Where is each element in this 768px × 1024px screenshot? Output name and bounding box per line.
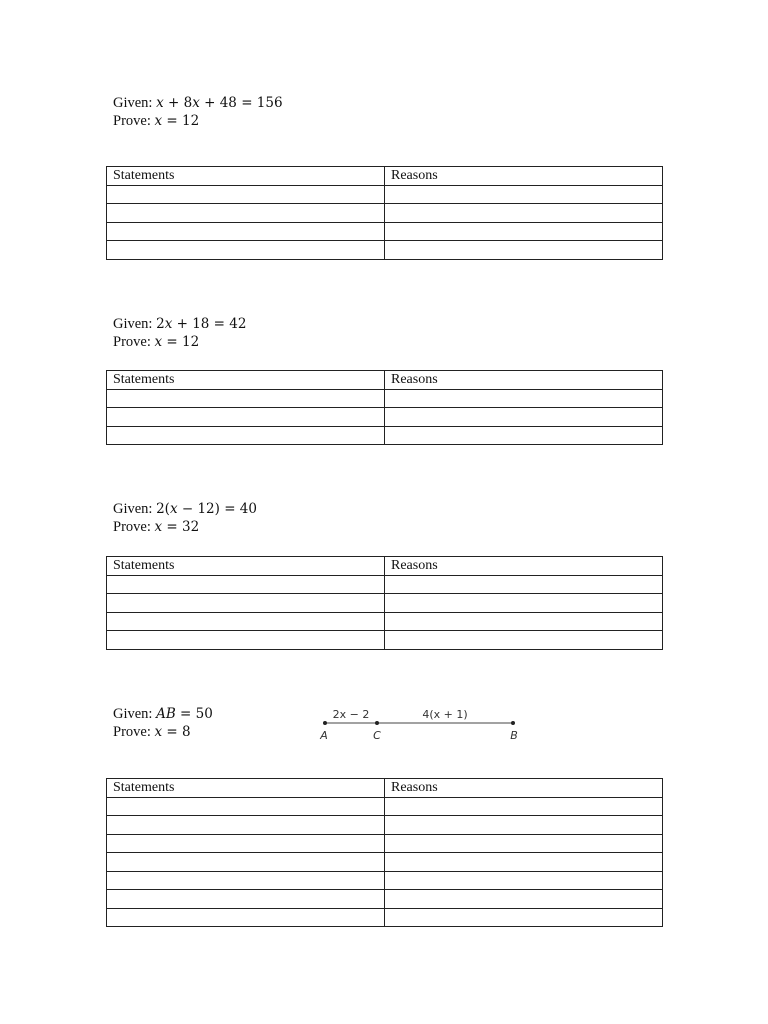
table-row — [107, 575, 663, 594]
table-row — [107, 612, 663, 631]
given-label: Given: — [113, 501, 157, 517]
given-label: Given: — [113, 706, 157, 722]
table-row — [107, 853, 663, 872]
given-line — [113, 705, 213, 723]
reason-cell[interactable] — [385, 853, 663, 872]
point-a-dot — [323, 721, 327, 725]
reason-cell[interactable] — [385, 816, 663, 835]
statements-header: Statements — [107, 557, 385, 576]
statement-cell[interactable] — [107, 389, 385, 408]
given-expression: 2(x − 12) = 40 — [156, 501, 257, 517]
prove-line — [113, 333, 246, 351]
problem-4-statement — [113, 705, 213, 741]
problem-1-statement — [113, 94, 283, 130]
header-row — [107, 371, 663, 390]
prove-expression: x = 8 — [154, 724, 191, 740]
reason-cell[interactable] — [385, 612, 663, 631]
statement-cell[interactable] — [107, 631, 385, 650]
reason-cell[interactable] — [385, 204, 663, 223]
header-row — [107, 557, 663, 576]
header-row — [107, 779, 663, 798]
table-row — [107, 816, 663, 835]
reason-cell[interactable] — [385, 631, 663, 650]
table-row — [107, 871, 663, 890]
statements-header: Statements — [107, 371, 385, 390]
table-row — [107, 631, 663, 650]
statement-cell[interactable] — [107, 408, 385, 427]
statement-cell[interactable] — [107, 222, 385, 241]
statements-header: Statements — [107, 167, 385, 186]
point-a-label: A — [320, 729, 328, 742]
table-row — [107, 834, 663, 853]
statement-cell[interactable] — [107, 871, 385, 890]
reason-cell[interactable] — [385, 426, 663, 445]
reason-cell[interactable] — [385, 408, 663, 427]
prove-label: Prove: — [113, 724, 155, 740]
reason-cell[interactable] — [385, 185, 663, 204]
statement-cell[interactable] — [107, 241, 385, 260]
table-row — [107, 594, 663, 613]
table-row — [107, 797, 663, 816]
prove-expression: x = 12 — [154, 113, 200, 129]
reason-cell[interactable] — [385, 594, 663, 613]
table-row — [107, 908, 663, 927]
point-b-label: B — [510, 729, 518, 742]
given-label: Given: — [113, 316, 157, 332]
statements-header: Statements — [107, 779, 385, 798]
reason-cell[interactable] — [385, 890, 663, 909]
table-row — [107, 185, 663, 204]
statement-cell[interactable] — [107, 185, 385, 204]
table-row — [107, 389, 663, 408]
given-expression: x + 8x + 48 = 156 — [156, 95, 283, 111]
reason-cell[interactable] — [385, 222, 663, 241]
reason-cell[interactable] — [385, 834, 663, 853]
statement-cell[interactable] — [107, 908, 385, 927]
reason-cell[interactable] — [385, 797, 663, 816]
length-cb-label: 4(x + 1) — [422, 708, 468, 721]
prove-line — [113, 112, 283, 130]
reason-cell[interactable] — [385, 871, 663, 890]
given-line — [113, 94, 283, 112]
table-row — [107, 204, 663, 223]
reasons-header: Reasons — [385, 371, 663, 390]
statement-cell[interactable] — [107, 594, 385, 613]
given-line — [113, 500, 257, 518]
prove-line — [113, 723, 213, 741]
problem-2-statement — [113, 315, 246, 351]
given-line — [113, 315, 246, 333]
given-label: Given: — [113, 95, 157, 111]
proof-table-4 — [106, 778, 663, 927]
point-c-dot — [375, 721, 379, 725]
prove-label: Prove: — [113, 113, 155, 129]
statement-cell[interactable] — [107, 204, 385, 223]
reason-cell[interactable] — [385, 389, 663, 408]
table-row — [107, 426, 663, 445]
statement-cell[interactable] — [107, 853, 385, 872]
segment-svg — [318, 700, 528, 748]
table-row — [107, 890, 663, 909]
prove-line — [113, 518, 257, 536]
statement-cell[interactable] — [107, 816, 385, 835]
point-b-dot — [511, 721, 515, 725]
proof-table-2 — [106, 370, 663, 445]
reason-cell[interactable] — [385, 241, 663, 260]
table-row — [107, 241, 663, 260]
prove-expression: x = 32 — [154, 519, 200, 535]
prove-label: Prove: — [113, 519, 155, 535]
statement-cell[interactable] — [107, 426, 385, 445]
prove-expression: x = 12 — [154, 334, 200, 350]
table-row — [107, 408, 663, 427]
statement-cell[interactable] — [107, 890, 385, 909]
length-ac-label: 2x − 2 — [332, 708, 370, 721]
given-expression: 2x + 18 = 42 — [156, 316, 247, 332]
reasons-header: Reasons — [385, 557, 663, 576]
proof-table-3 — [106, 556, 663, 650]
table-row — [107, 222, 663, 241]
given-expression: AB = 50 — [156, 706, 213, 722]
statement-cell[interactable] — [107, 612, 385, 631]
reasons-header: Reasons — [385, 167, 663, 186]
reasons-header: Reasons — [385, 779, 663, 798]
point-c-label: C — [373, 729, 381, 742]
statement-cell[interactable] — [107, 575, 385, 594]
segment-diagram — [318, 700, 528, 748]
header-row — [107, 167, 663, 186]
statement-cell[interactable] — [107, 834, 385, 853]
reason-cell[interactable] — [385, 908, 663, 927]
reason-cell[interactable] — [385, 575, 663, 594]
statement-cell[interactable] — [107, 797, 385, 816]
proof-table-1 — [106, 166, 663, 260]
problem-3-statement — [113, 500, 257, 536]
prove-label: Prove: — [113, 334, 155, 350]
